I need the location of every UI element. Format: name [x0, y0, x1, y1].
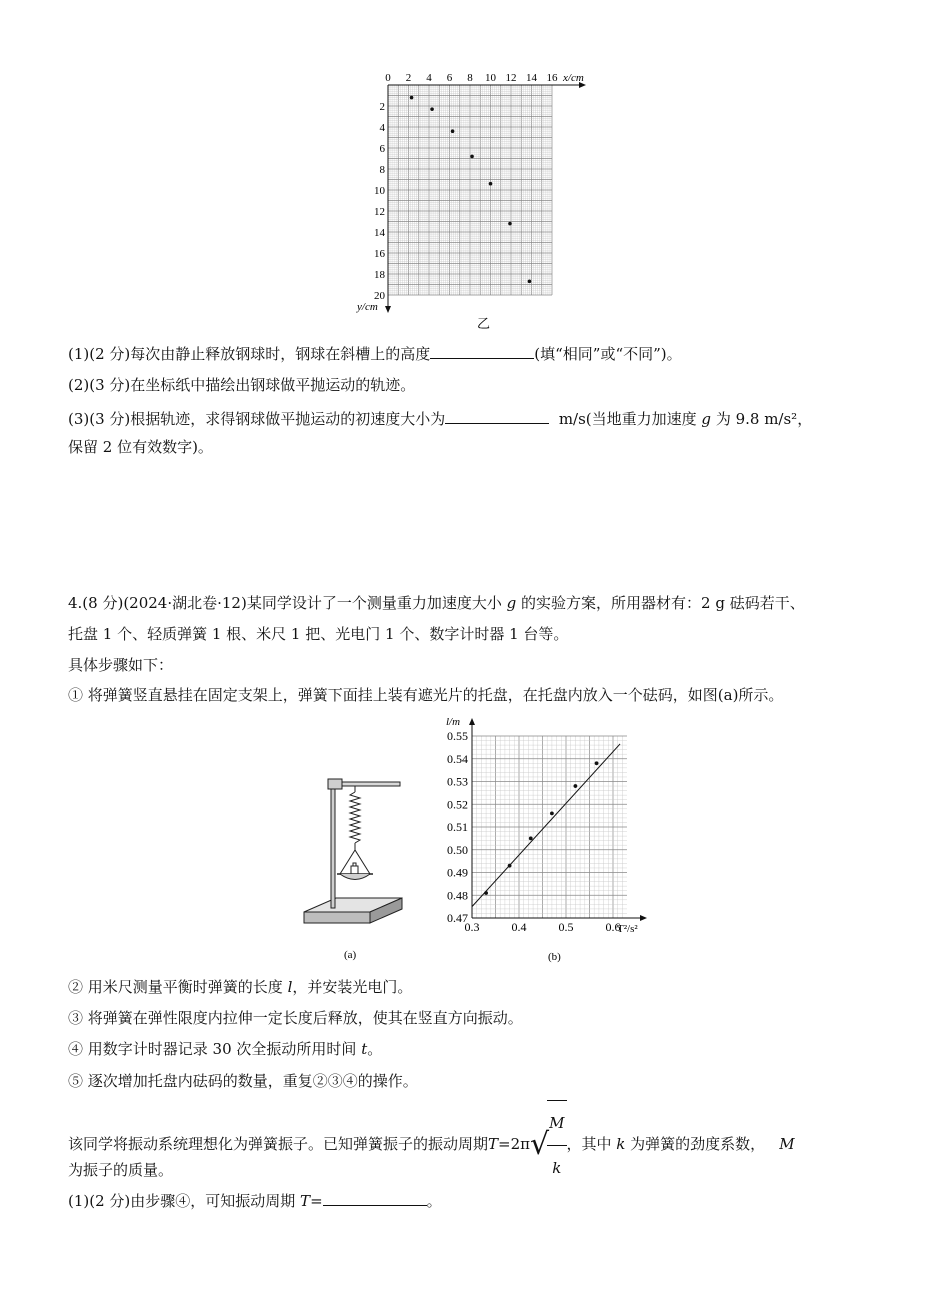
y-tick-label: 0.52 — [447, 797, 468, 812]
x-tick-label: 8 — [467, 72, 473, 84]
trajectory-grid-chart — [350, 66, 590, 336]
data-point — [508, 222, 512, 226]
apparatus-drawing — [304, 779, 402, 923]
q4-step4: ④ 用数字计时器记录 30 次全振动所用时间 t。 — [68, 1040, 383, 1058]
y-axis-arrow — [385, 306, 391, 313]
y-tick-label: 0.53 — [447, 774, 468, 789]
x-tick-label: 2 — [405, 72, 412, 84]
square-root-sign: √ — [530, 1127, 550, 1162]
figure-caption-b: (b) — [548, 951, 561, 963]
x-tick-label: 12 — [505, 72, 517, 84]
q4-intro-line1: 4.(8 分)(2024·湖北卷·12)某同学设计了一个测量重力加速度大小 g 的实验方案，所用器材有：2 g 砝码若干、 — [68, 594, 805, 612]
y-tick-label: 0.48 — [447, 888, 468, 903]
x-tick-label: 0.5 — [558, 920, 574, 934]
x-axis-label: x/cm — [563, 72, 584, 84]
y-tick-label: 4 — [379, 122, 385, 134]
answer-blank-q3-1[interactable] — [430, 343, 534, 359]
y-tick-label: 8 — [379, 164, 385, 176]
x-tick-label: 4 — [426, 72, 432, 84]
x-axis-arrow — [640, 915, 647, 921]
x-axis-label: T²/s² — [617, 923, 638, 935]
y-tick-label: 0.50 — [447, 842, 468, 857]
y-tick-label: 14 — [374, 227, 385, 239]
y-tick-label: 0.47 — [447, 911, 468, 925]
data-point — [574, 784, 578, 788]
y-axis-arrow — [469, 718, 475, 725]
spring-apparatus-figure — [296, 770, 408, 965]
answer-blank-q3-3[interactable] — [445, 408, 549, 424]
y-tick-label: 16 — [374, 248, 385, 260]
y-tick-label: 20 — [374, 290, 385, 302]
x-tick-label: 6 — [446, 72, 453, 84]
data-point — [470, 155, 474, 159]
x-tick-label: 0.4 — [511, 920, 527, 934]
q4-step5: ⑤ 逐次增加托盘内砝码的数量，重复②③④的操作。 — [68, 1072, 418, 1090]
x-tick-label: 16 — [546, 72, 558, 84]
data-point — [484, 891, 488, 895]
q4-steps-title: 具体步骤如下： — [68, 656, 174, 674]
data-point — [410, 96, 414, 100]
y-tick-label: 0.55 — [447, 729, 468, 743]
y-axis-label: l/m — [446, 716, 461, 728]
figure-caption-yi: 乙 — [477, 316, 491, 331]
spring-length-vs-period-chart — [432, 710, 662, 968]
q3-part3: (3)(3 分)根据轨迹，求得钢球做平抛运动的初速度大小为 m/s(当地重力加速度 g 为 9.8 m/s²， — [68, 410, 813, 428]
x-tick-label: 0.6 — [605, 920, 621, 934]
q4-formula-line2: 为振子的质量。 — [68, 1161, 174, 1179]
data-point — [528, 280, 532, 284]
y-tick-label: 10 — [374, 185, 385, 197]
y-axis-label: y/cm — [357, 301, 378, 313]
data-point — [529, 836, 533, 840]
data-point — [489, 182, 493, 186]
y-tick-label: 12 — [374, 206, 385, 218]
y-tick-label: 2 — [379, 101, 385, 113]
x-tick-label: 0.3 — [464, 920, 480, 934]
data-point — [451, 129, 455, 133]
x-tick-label: 10 — [485, 72, 496, 84]
data-point — [430, 107, 434, 111]
answer-blank-q4-1[interactable] — [323, 1190, 427, 1206]
q4-formula-line: 该同学将振动系统理想化为弹簧振子。已知弹簧振子的振动周期T=2π√ $\frac{M}{k}$ ，其中 k 为弹簧的劲度系数， M — [68, 1100, 795, 1190]
q4-step1: ① 将弹簧竖直悬挂在固定支架上，弹簧下面挂上装有遮光片的托盘，在托盘内放入一个砝码，如图(a)所示。 — [68, 686, 784, 704]
y-tick-label: 0.54 — [447, 751, 468, 766]
data-point — [550, 811, 554, 815]
x-tick-label: 0 — [385, 72, 391, 84]
data-point — [508, 864, 512, 868]
y-tick-label: 0.51 — [447, 820, 468, 834]
q4-part1: (1)(2 分)由步骤④，可知振动周期 T= 。 — [68, 1192, 442, 1210]
q4-intro-line2: 托盘 1 个、轻质弹簧 1 根、米尺 1 把、光电门 1 个、数字计时器 1 台等。 — [68, 625, 569, 643]
y-tick-label: 0.49 — [447, 865, 468, 880]
x-tick-label: 14 — [526, 72, 537, 84]
fit-line — [472, 744, 620, 907]
q4-step3: ③ 将弹簧在弹性限度内拉伸一定长度后释放，使其在竖直方向振动。 — [68, 1009, 523, 1027]
q3-part3-cont: 保留 2 位有效数字)。 — [68, 438, 213, 456]
q3-part2: (2)(3 分)在坐标纸中描绘出钢球做平抛运动的轨迹。 — [68, 376, 416, 394]
y-tick-label: 18 — [374, 269, 385, 281]
chart-grid — [472, 736, 627, 918]
q3-part1: (1)(2 分)每次由静止释放钢球时，钢球在斜槽上的高度 (填“相同”或“不同”)。 — [68, 345, 682, 363]
y-tick-label: 6 — [379, 143, 385, 155]
figure-caption-a: (a) — [344, 949, 357, 961]
q4-step2: ② 用米尺测量平衡时弹簧的长度 l，并安装光电门。 — [68, 978, 413, 996]
chart-grid — [388, 85, 552, 295]
formula-fraction: $\frac{M}{k}$ — [547, 1100, 566, 1190]
data-point — [595, 761, 599, 765]
